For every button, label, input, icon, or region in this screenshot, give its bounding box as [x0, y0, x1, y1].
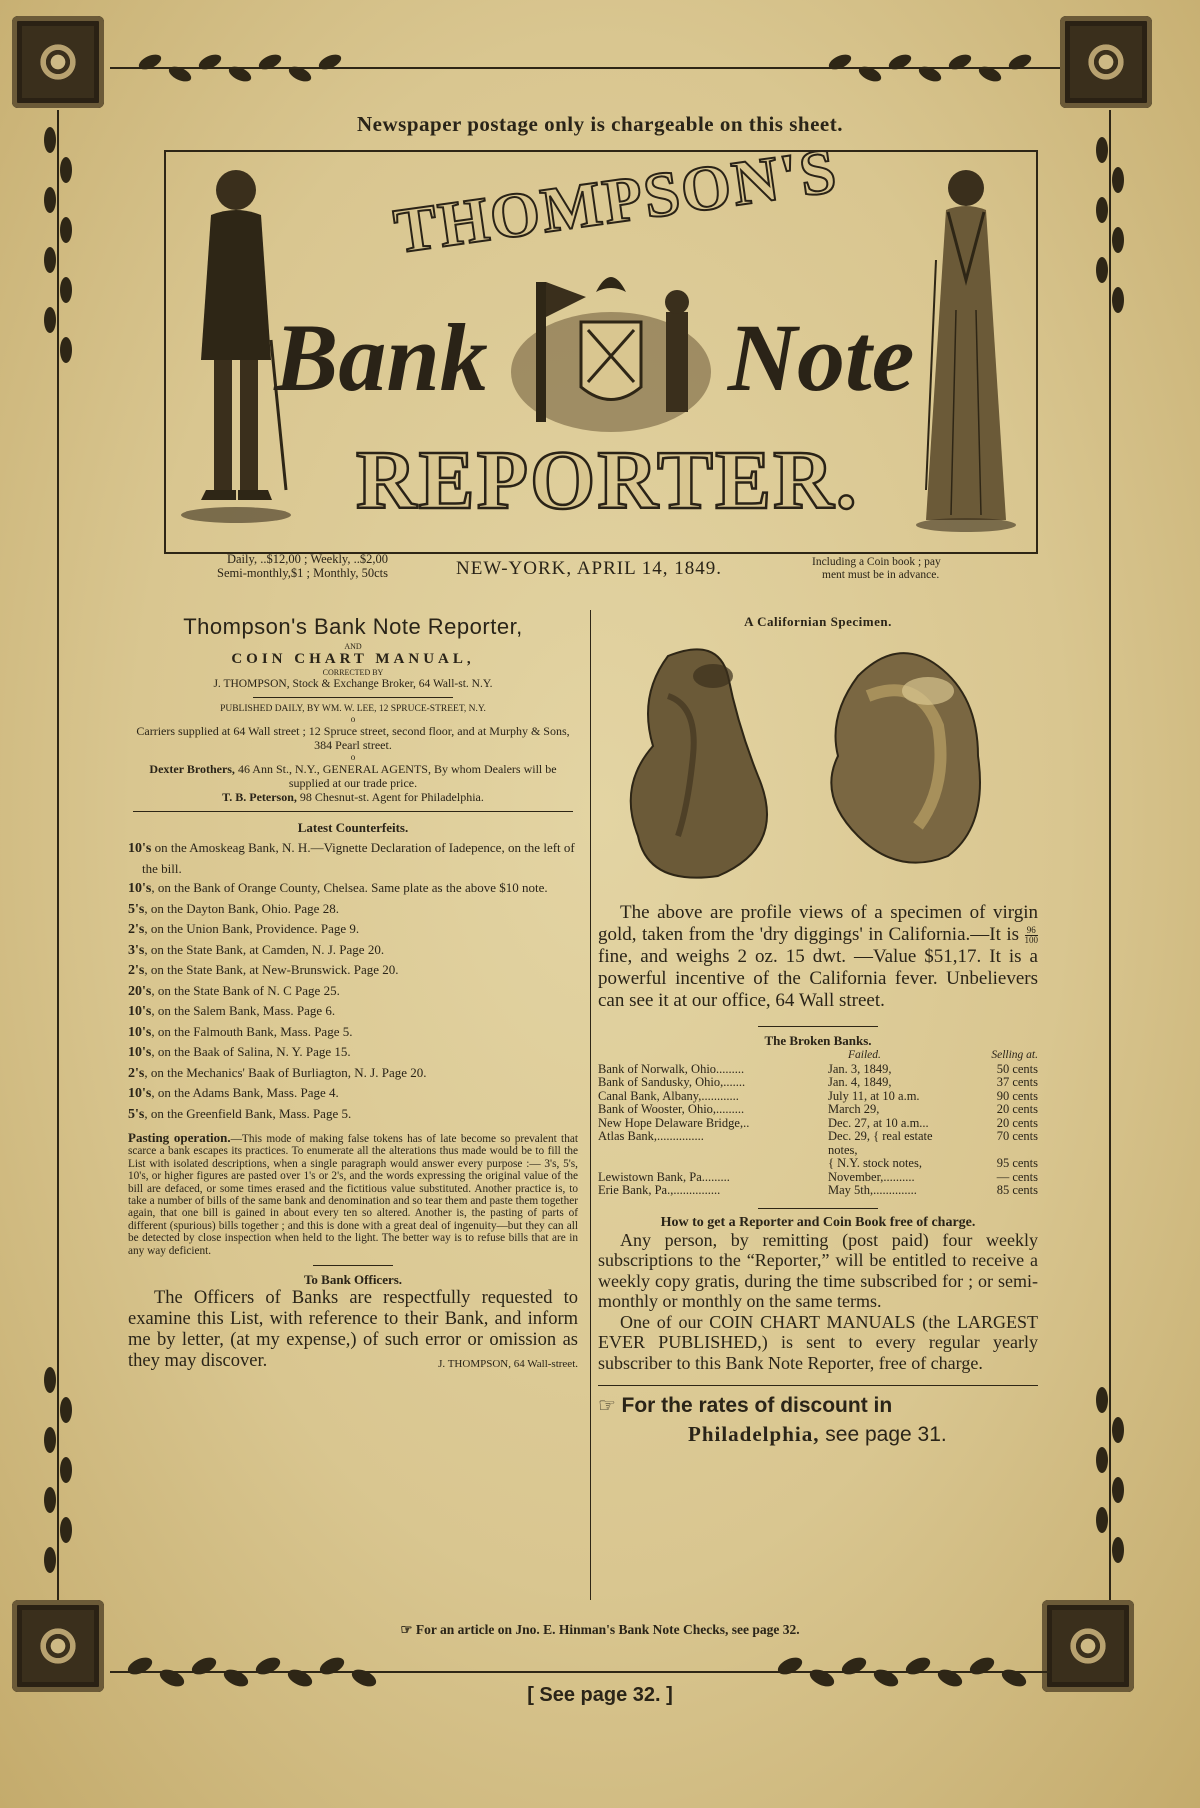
broken-bank-price: 90 cents — [996, 1088, 1038, 1103]
counterfeit-description: , on the Greenfield Bank, Mass. Page 5. — [144, 1105, 352, 1121]
broken-bank-price: — cents — [996, 1169, 1038, 1184]
broken-bank-failed-date: March 29, — [828, 1102, 880, 1116]
counterfeit-description: , on the State Bank of N. C Page 25. — [151, 982, 340, 998]
pasting-paragraph — [128, 1132, 578, 1257]
specimen-text-a: The above are profile views of a specimen of virgin gold, taken from the 'dry diggings' in California.—It is — [598, 902, 1038, 945]
rates-notice-line1: For the rates of discount in — [621, 1394, 893, 1417]
counterfeit-denomination: 2's — [128, 1065, 145, 1081]
counterfeit-denomination: 2's — [128, 922, 145, 937]
counterfeit-item — [128, 1083, 578, 1104]
broken-bank-name: Bank of Wooster, Ohio,......... — [598, 1102, 745, 1116]
subscription-rates-line2: Semi-monthly,$1 ; Monthly, 50cts — [217, 566, 388, 580]
counterfeit-description: , on the Falmouth Bank, Mass. Page 5. — [151, 1023, 353, 1039]
broken-bank-price: 20 cents — [996, 1102, 1038, 1116]
broken-bank-failed-date: July 11, at 10 a.m. — [828, 1088, 920, 1103]
broken-bank-price: 95 cents — [996, 1156, 1038, 1170]
rates-notice — [598, 1392, 1038, 1449]
rates-notice-city: Philadelphia, — [688, 1422, 820, 1446]
agents-notice — [128, 762, 578, 790]
selling-column-header: Selling at. — [991, 1049, 1038, 1061]
broken-bank-failed-date: Dec. 27, at 10 a.m... — [828, 1115, 929, 1130]
subscription-rates-line1: Daily, ..$12,00 ; Weekly, ..$2,00 — [226, 552, 388, 566]
carriers-notice: Carriers supplied at 64 Wall street ; 12 Spruce street, second floor, and at Murphy & Sons, 384 Pearl street. — [136, 724, 570, 752]
counterfeit-item — [128, 899, 578, 920]
broken-bank-failed-date: Dec. 29, { real estate notes, — [828, 1129, 933, 1157]
rates-notice-page: see page 31. — [819, 1423, 947, 1446]
see-page-notice: [ See page 32. ] — [527, 1684, 673, 1706]
terms-line1: Including a Coin book ; pay — [812, 556, 941, 568]
counterfeit-denomination: 5's — [128, 901, 145, 917]
officers-signature: J. THOMPSON, 64 Wall-street. — [438, 1358, 578, 1371]
agents-text: 46 Ann St., N.Y., GENERAL AGENTS, By whom Dealers will be supplied at our trade price. — [234, 762, 557, 790]
corner-ornament-bottom-left — [12, 1600, 104, 1692]
broken-bank-failed-date: Jan. 3, 1849, — [828, 1061, 892, 1076]
left-column — [128, 614, 578, 1370]
top-vine-border — [110, 48, 1060, 88]
broken-bank-price: 20 cents — [996, 1115, 1038, 1130]
counterfeit-description: , on the Adams Bank, Mass. Page 4. — [151, 1085, 339, 1100]
article-notice-text: For an article on Jno. E. Hinman's Bank Note Checks, see page 32. — [415, 1622, 800, 1637]
counterfeit-denomination: 10's — [128, 841, 152, 856]
counterfeit-description: , on the Bank of Orange County, Chelsea. Same plate as the above $10 note. — [151, 880, 548, 895]
fraction-numerator: 96 — [1025, 926, 1039, 936]
broken-bank-price: 85 cents — [996, 1183, 1038, 1197]
masthead-bank: Bank — [274, 304, 488, 411]
broken-bank-row — [598, 1103, 1038, 1117]
broken-bank-name: Bank of Sandusky, Ohio,....... — [598, 1075, 746, 1089]
broken-bank-row — [598, 1184, 1038, 1198]
rule — [313, 1265, 393, 1266]
counterfeit-item — [128, 981, 578, 1002]
peterson-name: T. B. Peterson, — [222, 790, 297, 804]
broken-bank-name: Bank of Norwalk, Ohio......... — [598, 1061, 745, 1076]
editor-line: J. THOMPSON, Stock & Exchange Broker, 64 Wall-st. N.Y. — [213, 678, 493, 690]
peterson-notice — [128, 790, 578, 805]
rule — [253, 697, 453, 698]
pointing-hand-icon: ☞ — [400, 1622, 416, 1637]
counterfeit-denomination: 3's — [128, 942, 145, 958]
broken-banks-heading: The Broken Banks. — [764, 1033, 872, 1048]
broken-bank-name — [598, 1157, 828, 1171]
counterfeit-description: , on the Mechanics' Baak of Burliagton, N. J. Page 20. — [144, 1064, 427, 1080]
counterfeit-description: , on the State Bank, at Camden, N. J. Page 20. — [144, 941, 385, 957]
info-row — [140, 552, 1040, 602]
broken-banks-table — [598, 1063, 1038, 1198]
broken-bank-name: Erie Bank, Pa.,............... — [598, 1183, 721, 1197]
broken-bank-failed-date: May 5th,.............. — [828, 1183, 917, 1197]
counterfeit-item — [128, 960, 578, 981]
published-line: PUBLISHED DAILY, BY WM. W. LEE, 12 SPRUCE-STREET, N.Y. — [220, 704, 486, 714]
pasting-text: —This mode of making false tokens has of late become so prevalent that scarce a bank escapes its practices. To enumerate all the alterations thus made would be to fill the List with isolated descriptions, when a single paragraph would answer every purpose :— 3's, 5's, 10's, or higher figures are pasted over 1's or 2's, and the words expressing the original value of the bill are defaced, or some times erased and the fictitious value substituted. Another practice is, to take a number of bills of the same bank and denomination and so tear them and paste them together again, that one bill is gained in about every ten so altered. Another is, the pasting of parts of different (spurious) bills together ; and this is done with a great deal of ingenuity—but they can all be detected by close inspection when held to the light. The better way is to refuse bills that are in any way deficient. — [128, 1133, 578, 1257]
peterson-text: 98 Chesnut-st. Agent for Philadelphia. — [296, 790, 484, 804]
broken-bank-row — [598, 1063, 1038, 1077]
corner-ornament-top-right — [1060, 16, 1152, 108]
counterfeit-denomination: 2's — [128, 963, 145, 978]
counterfeits-list — [128, 838, 578, 1124]
rule — [758, 1026, 878, 1027]
failed-column-header: Failed. — [848, 1049, 881, 1061]
fineness-fraction — [1025, 926, 1039, 945]
counterfeit-item — [128, 838, 578, 878]
counterfeit-description: , on the State Bank, at New-Brunswick. Page 20. — [144, 962, 399, 977]
broken-bank-row — [598, 1130, 1038, 1157]
counterfeit-item — [128, 1104, 578, 1125]
publication-title: Thompson's Bank Note Reporter, — [183, 614, 523, 639]
pasting-heading: Pasting operation. — [128, 1130, 231, 1145]
left-vine-border — [38, 110, 78, 1600]
broken-bank-row — [598, 1076, 1038, 1090]
broken-bank-row — [598, 1157, 1038, 1171]
counterfeit-denomination: 5's — [128, 1106, 145, 1122]
counterfeit-description: , on the Baak of Salina, N. Y. Page 15. — [151, 1044, 351, 1059]
counterfeit-item — [128, 919, 578, 940]
corner-ornament-top-left — [12, 16, 104, 108]
gold-nugget-illustration — [598, 636, 1038, 896]
counterfeit-item — [128, 1022, 578, 1043]
masthead-reporter: REPORTER. — [356, 434, 859, 527]
broken-bank-row — [598, 1171, 1038, 1185]
right-column — [598, 614, 1038, 1449]
counterfeit-item — [128, 1063, 578, 1084]
counterfeit-denomination: 10's — [128, 881, 152, 896]
officers-text: The Officers of Banks are respectfully requested to examine this List, with reference to their Bank, and inform me by letter, (at my expense,) of such error or omission as they may discover. — [128, 1288, 578, 1372]
broken-bank-name: New Hope Delaware Bridge,.. — [598, 1115, 750, 1130]
broken-bank-name: Lewistown Bank, Pa......... — [598, 1169, 730, 1184]
counterfeit-description: , on the Dayton Bank, Ohio. Page 28. — [144, 900, 339, 916]
corrected-by: CORRECTED BY — [322, 668, 384, 677]
howto-text-2: One of our COIN CHART MANUALS (the LARGEST EVER PUBLISHED,) is sent to every regular yearly subscriber to this Bank Note Reporter, free of charge. — [598, 1311, 1038, 1373]
ornament-o: o — [350, 714, 356, 724]
broken-bank-price: 70 cents — [996, 1129, 1038, 1143]
counterfeit-item — [128, 878, 578, 899]
postage-notice: Newspaper postage only is chargeable on this sheet. — [357, 112, 843, 136]
broken-banks-header — [598, 1049, 1038, 1063]
publication-subtitle: COIN CHART MANUAL, — [231, 651, 475, 667]
counterfeit-item — [128, 1042, 578, 1063]
right-vine-border — [1090, 110, 1130, 1600]
broken-bank-failed-date: November,.......... — [828, 1169, 915, 1184]
counterfeit-denomination: 10's — [128, 1045, 152, 1060]
howto-heading: How to get a Reporter and Coin Book free of charge. — [660, 1214, 976, 1230]
counterfeit-denomination: 10's — [128, 1004, 152, 1019]
specimen-heading: A Californian Specimen. — [744, 614, 892, 629]
coat-of-arms-vignette — [496, 222, 726, 442]
pointing-hand-icon: ☞ — [598, 1395, 622, 1417]
fraction-denominator: 100 — [1024, 935, 1038, 946]
counterfeit-description: , on the Salem Bank, Mass. Page 6. — [151, 1003, 336, 1018]
broken-bank-price: 50 cents — [996, 1061, 1038, 1076]
specimen-description — [598, 902, 1038, 1012]
counterfeits-heading: Latest Counterfeits. — [297, 820, 409, 835]
broken-bank-price: 37 cents — [996, 1075, 1038, 1089]
dateline: NEW-YORK, APRIL 14, 1849. — [456, 558, 723, 579]
counterfeit-description: on the Amoskeag Bank, N. H.—Vignette Declaration of Iadepence, on the left of the bill. — [142, 840, 575, 876]
terms-line2: ment must be in advance. — [822, 569, 940, 581]
agents-name: Dexter Brothers, — [149, 762, 235, 776]
rule — [758, 1208, 878, 1209]
broken-bank-failed-date: Jan. 4, 1849, — [828, 1075, 892, 1089]
masthead-note: Note — [727, 304, 915, 411]
broken-bank-name: Canal Bank, Albany,............ — [598, 1088, 739, 1103]
masthead-thompsons: THOMPSON'S — [389, 134, 843, 267]
and-label: AND — [344, 642, 362, 651]
broken-bank-row — [598, 1090, 1038, 1104]
counterfeit-description: , on the Union Bank, Providence. Page 9. — [144, 921, 360, 936]
rule — [598, 1385, 1038, 1386]
counterfeit-denomination: 20's — [128, 983, 152, 999]
broken-bank-failed-date: { N.Y. stock notes, — [828, 1156, 922, 1170]
officers-heading: To Bank Officers. — [303, 1272, 403, 1288]
counterfeit-denomination: 10's — [128, 1086, 152, 1101]
corner-ornament-bottom-right — [1042, 1600, 1134, 1692]
counterfeit-item — [128, 940, 578, 961]
article-notice — [200, 1622, 1000, 1638]
masthead — [164, 134, 1038, 554]
counterfeit-item — [128, 1001, 578, 1022]
specimen-text-b: fine, and weighs 2 oz. 15 dwt. —Value $51,17. It is a powerful incentive of the California fever. Unbelievers can see it at our office, 64 Wall street. — [598, 946, 1038, 1011]
broken-bank-row — [598, 1117, 1038, 1131]
broken-bank-name: Atlas Bank,............... — [598, 1129, 704, 1143]
ornament-o: o — [350, 752, 356, 762]
rule — [133, 811, 573, 812]
column-divider — [590, 610, 591, 1600]
howto-text-1: Any person, by remitting (post paid) four weekly subscriptions to the “Reporter,” will be entitled to receive a weekly copy gratis, during the time subscribed for ; or semi-monthly or monthly on the same terms. — [598, 1229, 1038, 1311]
counterfeit-denomination: 10's — [128, 1024, 152, 1040]
